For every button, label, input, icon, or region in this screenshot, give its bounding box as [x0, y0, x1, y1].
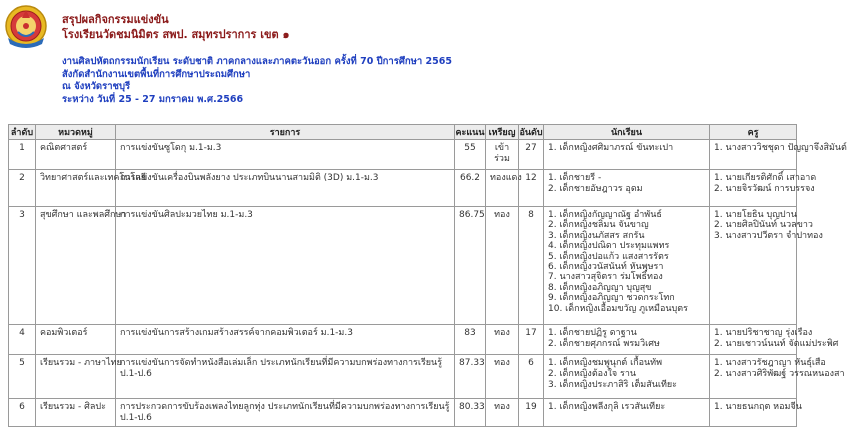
cell-category: สุขศึกษา และพลศึกษา [36, 207, 116, 325]
student-name: 9. เด็กหญิงอภิญญา ชวดกระโทก [548, 293, 675, 304]
cell-teachers [710, 399, 802, 427]
cell-rank: 27 [519, 140, 544, 170]
student-name: 1. เด็กหญิงชมพูนุกต์ เกื้อนทัพ [548, 358, 663, 368]
teacher-name: 3. นางสาวปวีตรา จำปาทอง [714, 230, 823, 241]
teacher-name: 1. นายธนกฤต หอมจีน [714, 402, 802, 412]
teacher-name: 1. นางสาววิชชุดา ปัญญาจึงสิมันต์ [714, 143, 847, 153]
cell-students [544, 325, 710, 355]
cell-score: 55 [455, 140, 486, 170]
student-name: 1. เด็กหญิงพลีงกุลิ เรวสันเทียะ [548, 402, 666, 412]
cell-item: การแข่งขันศิลปะมวยไทย ม.1-ม.3 [116, 207, 455, 325]
student-name: 1. เด็กชายปฏิรู ดาฐาน [548, 328, 637, 338]
teacher-name: 2. นางสาวศิริพัฒฐ์ วรรณหนองสา [714, 369, 845, 380]
student-name: 6. เด็กหญิงวนัสนันท์ หันพุษรา [548, 262, 664, 273]
teacher-name: 2. นายจิรวัฒน์ การบรรจง [714, 184, 815, 195]
student-name: 2. เด็กชายศุภกรณ์ พรมวิเศษ [548, 339, 660, 350]
student-name: 7. นางสาวสุจิตรา ร่มโพธิ์ทอง [548, 272, 663, 283]
header-medal: เหรียญ [486, 125, 519, 140]
header-rank: อันดับ [519, 125, 544, 140]
event-name: งานศิลปหัตถกรรมนักเรียน ระดับชาติ ภาคกลางและภาคตะวันออก ครั้งที่ 70 ปีการศึกษา 2565 [62, 56, 452, 67]
cell-category: เรียนรวม - ภาษาไทย [36, 355, 116, 399]
cell-item: การประกวดการขับร้องเพลงไทยลูกทุ่ง ประเภทนักเรียนที่มีความบกพร่องทางการเรียนรู้ ป.1-ป.6 [116, 399, 455, 427]
student-name: 2. เด็กหญิงชลิมน จันขาญ [548, 220, 649, 231]
student-name: 2. เด็กชายอัษฎาวร อุดม [548, 184, 643, 195]
table-body [9, 140, 847, 427]
header-score: คะแนน [455, 125, 486, 140]
cell-order: 1 [9, 140, 36, 170]
student-name: 8. เด็กหญิงอภิญญา บุญสุข [548, 282, 652, 293]
cell-order: 5 [9, 355, 36, 399]
cell-category: คอมพิวเตอร์ [36, 325, 116, 355]
teacher-name: 1. นายโยธิน บุญปาน [714, 210, 797, 220]
student-name: 1. เด็กหญิงกัญญาณัฐ อำพันธ์ [548, 210, 662, 220]
cell-teachers [710, 140, 847, 170]
cell-medal: ทองแดง [486, 170, 519, 207]
report-title: สรุปผลกิจกรรมแข่งขัน [62, 13, 169, 26]
cell-teachers [710, 207, 823, 325]
cell-item: การแข่งขันการสร้างเกมสร้างสรรค์จากคอมพิวเตอร์ ม.1-ม.3 [116, 325, 455, 355]
cell-students [544, 140, 710, 170]
cell-score: 66.2 [455, 170, 486, 207]
student-name: 5. เด็กหญิงปอแก้ว แสงสารรัตร [548, 251, 669, 262]
cell-item: การแข่งขันซูโดกุ ม.1-ม.3 [116, 140, 455, 170]
event-affiliation: สังกัดสำนักงานเขตพื้นที่การศึกษาประถมศึกษา [62, 68, 251, 80]
cell-students [544, 170, 710, 207]
student-name: 4. เด็กหญิงปณิดา ประทุมแพทร [548, 241, 670, 252]
header-order: ลำดับ [9, 125, 36, 140]
teacher-name: 1. นายปริชาชาญ รุ่งเรือง [714, 328, 813, 338]
cell-order: 2 [9, 170, 36, 207]
student-name: 3. เด็กหญิงนภัสสร สกรัน [548, 230, 645, 241]
cell-teachers [710, 325, 839, 355]
table-header-row [9, 125, 797, 140]
cell-category: วิทยาศาสตร์และเทคโนโลยี [36, 170, 116, 207]
cell-medal: ทอง [486, 207, 519, 325]
cell-medal: ทอง [486, 399, 519, 427]
student-name: 2. เด็กหญิงต้องใจ ราน [548, 369, 637, 380]
cell-students [544, 355, 710, 399]
cell-item: การแข่งขันการจัดทำหนังสือเล่มเล็ก ประเภทนักเรียนที่มีความบกพร่องทางการเรียนรู้ ป.1-ป.6 [116, 355, 455, 399]
student-name: 10. เด็กหญิงเอื้อมขวัญ ภูเหมือนบุตร [548, 303, 688, 314]
cell-rank: 19 [519, 399, 544, 427]
cell-rank: 6 [519, 355, 544, 399]
school-name: โรงเรียนวัดชมนิมิตร สพป. สมุทรปราการ เขต ๑ [62, 28, 290, 41]
cell-score: 87.33 [455, 355, 486, 399]
cell-order: 6 [9, 399, 36, 427]
table-row [9, 399, 797, 427]
cell-score: 80.33 [455, 399, 486, 427]
header-category: หมวดหมู่ [36, 125, 116, 140]
table-row [9, 207, 797, 325]
cell-medal: ทอง [486, 325, 519, 355]
cell-category: เรียนรวม - ศิลปะ [36, 399, 116, 427]
header-item: รายการ [116, 125, 455, 140]
cell-medal: ทอง [486, 355, 519, 399]
teacher-name: 1. นางสาวรัชฎาญา หันธุ์เสือ [714, 358, 826, 368]
event-location: ณ จังหวัดราชบุรี [62, 81, 131, 92]
table-row [9, 170, 797, 207]
cell-students [544, 399, 710, 427]
cell-order: 4 [9, 325, 36, 355]
table-row [9, 355, 797, 399]
results-table [8, 124, 847, 427]
cell-rank: 17 [519, 325, 544, 355]
school-emblem-icon [4, 2, 48, 48]
cell-students [544, 207, 710, 325]
event-dates: ระหว่าง วันที่ 25 - 27 มกราคม พ.ศ.2566 [62, 93, 244, 105]
cell-teachers [710, 355, 845, 399]
cell-order: 3 [9, 207, 36, 325]
cell-rank: 8 [519, 207, 544, 325]
cell-rank: 12 [519, 170, 544, 207]
cell-teachers [710, 170, 817, 207]
table-row [9, 325, 797, 355]
cell-item: การแข่งขันเครื่องบินพลังยาง ประเภทบินนานสามมิติ (3D) ม.1-ม.3 [116, 170, 455, 207]
student-name: 1. เด็กหญิงศศิมาภรณ์ ขันทะเปา [548, 143, 674, 153]
cell-score: 83 [455, 325, 486, 355]
student-name: 1. เด็กชายรี - [548, 173, 602, 183]
student-name: 3. เด็กหญิงประภาสิริ เต็มสันเทียะ [548, 380, 677, 391]
table-row [9, 140, 797, 170]
page-header [0, 0, 800, 56]
cell-score: 86.75 [455, 207, 486, 325]
header-teachers: ครู [710, 125, 797, 140]
teacher-name: 1. นายเกียรติศักดิ์ เสาอาด [714, 173, 817, 183]
teacher-name: 2. นายศิลปินันท์ นวลขาว [714, 220, 813, 231]
school-title [62, 12, 289, 42]
event-info [62, 56, 452, 106]
cell-medal: เข้าร่วม [486, 140, 519, 170]
cell-category: คณิตศาสตร์ [36, 140, 116, 170]
teacher-name: 2. นายเชาวน์นนท์ จัดแม่ประพิศ [714, 339, 839, 350]
header-students: นักเรียน [544, 125, 710, 140]
